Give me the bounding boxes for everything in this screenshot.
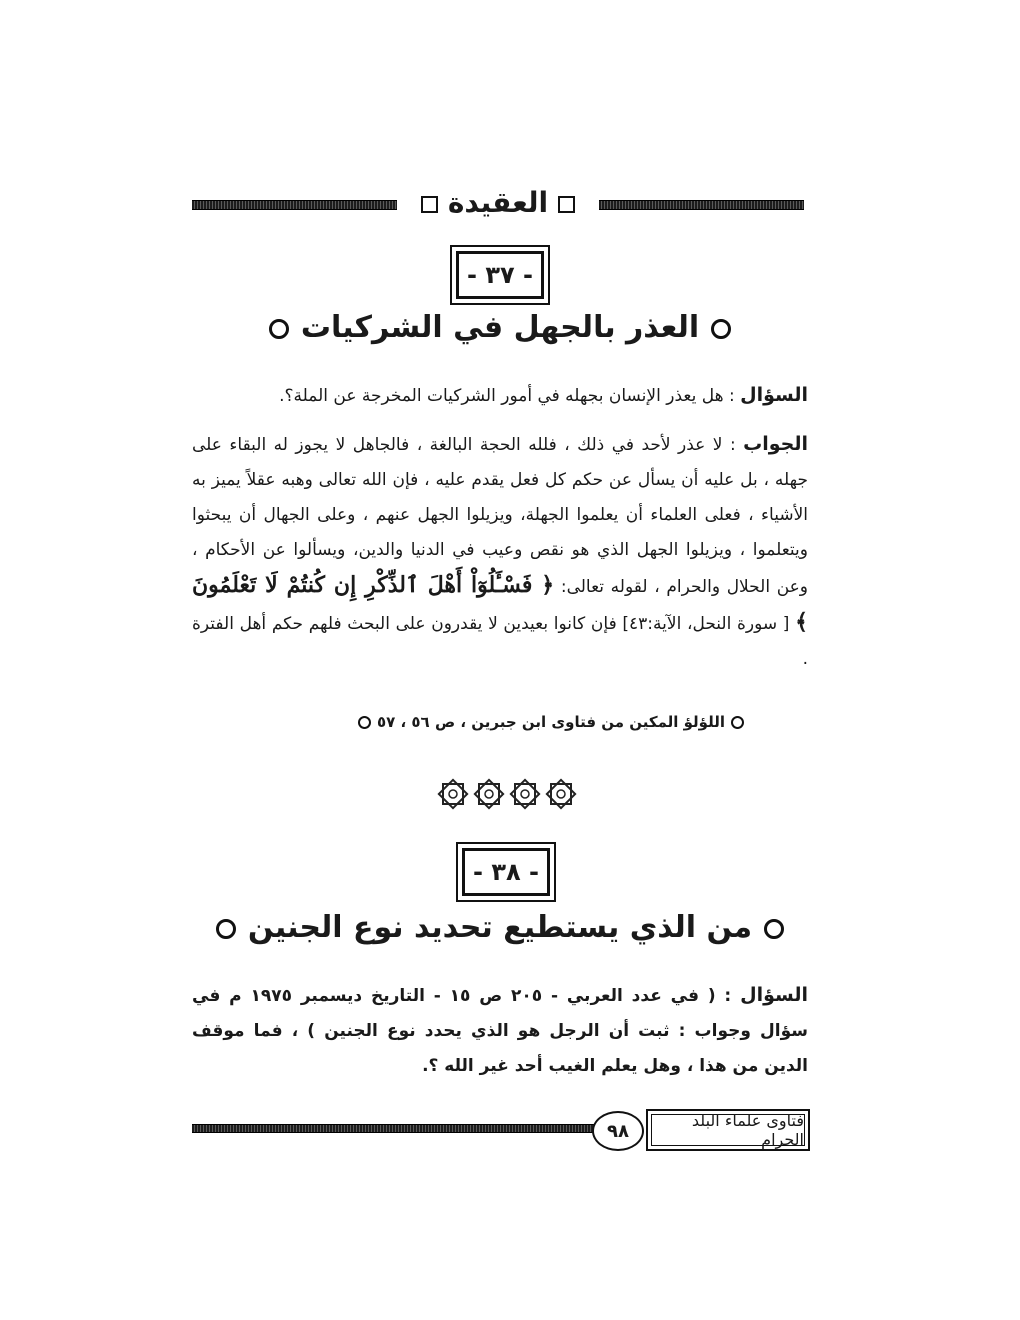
- question-text: : ( في عدد العربي - ٢٠٥ ص ١٥ - التاريخ ديسمبر ١٩٧٥ م في سؤال وجواب : ثبت أن الرجل هو الذي يحدد نوع الجنين ) ، فما موقف الدين من هذا ، وهل يعلم الغيب أحد غير الله ؟.: [192, 986, 808, 1076]
- answer-label: الجواب: [743, 433, 808, 455]
- circle-bullet-icon: [269, 319, 289, 339]
- source-citation: اللؤلؤ المكين من فتاوى ابن جبرين ، ص ٥٦ ، ٥٧: [376, 713, 725, 731]
- header-title: العقيدة: [447, 186, 549, 219]
- header-title-wrap: [192, 186, 804, 219]
- square-bullet-icon: [558, 196, 575, 213]
- page-number-oval: [592, 1111, 644, 1151]
- star-ornament-icon: [508, 775, 542, 813]
- book-title: فتاوى علماء البلد الحرام: [651, 1114, 805, 1146]
- footer-rule: [192, 1124, 602, 1133]
- page-number: ٩٨: [607, 1120, 629, 1142]
- source-citation-row: [352, 713, 750, 731]
- fatwa-title-row: [192, 910, 808, 945]
- fatwa-number-box: [456, 842, 556, 902]
- circle-bullet-icon: [711, 319, 731, 339]
- ornament-divider: [436, 775, 578, 813]
- star-ornament-icon: [436, 775, 470, 813]
- question-paragraph: [192, 378, 808, 414]
- question-text: : هل يعذر الإنسان بجهله في أمور الشركيات المخرجة عن الملة؟.: [279, 386, 735, 406]
- question-paragraph: [192, 978, 808, 1084]
- fatwa-number: - ٣٨ -: [462, 848, 550, 896]
- star-ornament-icon: [544, 775, 578, 813]
- fatwa-number: - ٣٧ -: [456, 251, 544, 299]
- circle-bullet-icon: [358, 716, 371, 729]
- circle-bullet-icon: [764, 919, 784, 939]
- answer-paragraph: [192, 427, 808, 677]
- fatwa-title: من الذي يستطيع تحديد نوع الجنين: [247, 910, 753, 945]
- circle-bullet-icon: [216, 919, 236, 939]
- fatwa-title: العذر بالجهل في الشركيات: [300, 310, 700, 345]
- square-bullet-icon: [421, 196, 438, 213]
- book-title-box: [646, 1109, 810, 1151]
- circle-bullet-icon: [731, 716, 744, 729]
- fatwa-number-box: [450, 245, 550, 305]
- section-header: [192, 180, 804, 230]
- question-label: السؤال: [740, 384, 808, 406]
- answer-tail: [ سورة النحل، الآية:٤٣] فإن كانوا بعيدين لا يقدرون على البحث فلهم حكم أهل الفترة .: [192, 614, 808, 669]
- star-ornament-icon: [472, 775, 506, 813]
- fatwa-title-row: [192, 310, 808, 345]
- quran-verse: ﴿ فَسْـَٔلُوٓاْ أَهْلَ ٱلذِّكْرِ إِن كُنتُمْ لَا تَعْلَمُونَ ﴾: [192, 572, 808, 635]
- answer-text: : لا عذر لأحد في ذلك ، فلله الحجة البالغة ، فالجاهل لا يجوز له البقاء على جهله ، بل عليه أن يسأل عن حكم كل فعل يقدم عليه ، فإن الله تعالى وهبه عقلاً يميز به الأشياء ، فعلى العلماء أن يعلموا الجهلة، ويزيلوا الجهل عنهم ، وعلى الجهال أن يبحثوا ويتعلموا ، ويزيلوا الجهل الذي هو نقص وعيب في الدنيا والدين، ويسألوا عن الأحكام ، وعن الحلال والحرام ، لقوله تعالى:: [192, 435, 809, 597]
- question-label: السؤال: [740, 984, 808, 1006]
